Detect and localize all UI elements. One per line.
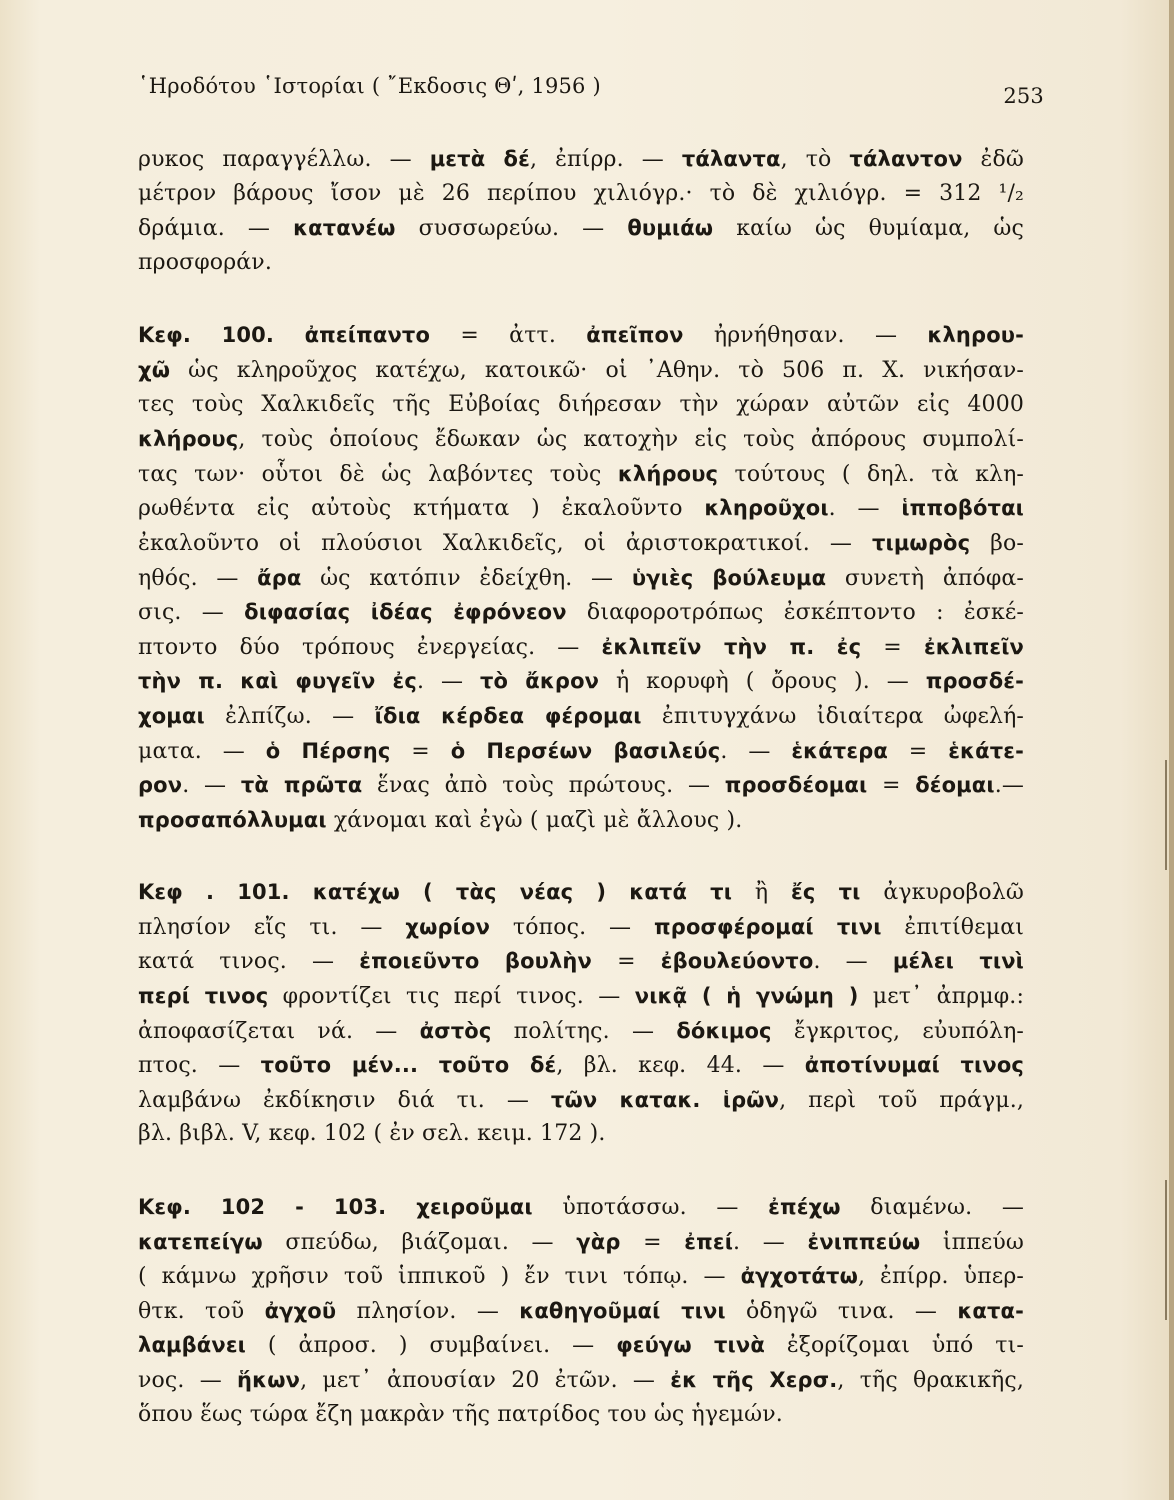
headword: ἐπέχω <box>768 1195 841 1220</box>
headword: ἴδια κέρδεα φέρομαι <box>374 703 642 728</box>
text-line <box>138 979 1024 1014</box>
gloss-text: βλ. βιβλ. V, κεφ. 102 ( ἐν σελ. κειμ. 172 ). <box>138 1121 606 1147</box>
headword: μετὰ δέ <box>429 147 530 171</box>
headword: κλήρους <box>138 427 239 452</box>
headword: ἀπεῖπον <box>586 323 684 348</box>
headword: κληρου- <box>927 323 1024 348</box>
gloss-text: , βλ. κεφ. 44. — <box>556 1053 805 1079</box>
headword: ἐκ τῆς Χερσ. <box>670 1368 838 1392</box>
text-line <box>138 142 1024 177</box>
gloss-text: ἐπιτυγχάνω ἰδιαίτερα ὠφελή- <box>641 703 1025 729</box>
gloss-text: ὑποτάσσω. — <box>532 1195 769 1221</box>
headword: χειροῦμαι <box>416 1195 533 1220</box>
headword: τῶν κατακ. ἱρῶν <box>550 1087 780 1112</box>
text-line <box>138 1083 1024 1118</box>
gloss-text: .— <box>994 773 1024 799</box>
gloss-text: πολίτης. — <box>491 1018 677 1044</box>
gloss-text: ὅπου ἕως τώρα ἔζη μακρὰν τῆς πατρίδος του ὡς ἡγεμών. <box>138 1401 783 1427</box>
headword: ἐβουλεύοντο <box>660 949 814 974</box>
text-line <box>138 664 1024 699</box>
page-edge-mark <box>1165 760 1167 870</box>
running-head: ῾Ηροδότου ῾Ιστορίαι ( ῎Εκδοσις Θʹ, 1956 ) <box>138 74 601 98</box>
headword: γὰρ <box>576 1229 621 1254</box>
gloss-text: ὡς κληροῦχος κατέχω, κατοικῶ· οἱ ᾿Αθην. τὸ 506 π. Χ. νικήσαν- <box>170 357 1024 383</box>
text-line <box>138 353 1024 388</box>
gloss-text: , ἐπίρρ. ὑπερ- <box>857 1264 1024 1290</box>
headword: προσαπόλλυμαι <box>138 807 327 832</box>
gloss-text: θτκ. τοῦ <box>138 1298 265 1324</box>
page-body <box>138 106 1024 1432</box>
headword: κατεπείγω <box>138 1229 263 1254</box>
gloss-text: τες τοὺς Χαλκιδεῖς τῆς Εὐβοίας διήρεσαν τὴν χώραν αὐτῶν εἰς 4000 <box>138 391 1024 417</box>
gloss-text: ἐδῶ <box>962 147 1024 172</box>
gloss-text: διαφοροτρόπως ἐσκέπτοντο : ἐσκέ- <box>566 600 1024 626</box>
gloss-text: ὡς κατόπιν ἐδείχθη. — <box>301 565 632 591</box>
text-line <box>138 1014 1024 1049</box>
headword: ὁ Πέρσης <box>265 738 391 763</box>
gloss-text: ἱππεύω <box>920 1229 1024 1255</box>
text-line <box>138 630 1024 665</box>
text-line <box>138 1259 1024 1294</box>
gloss-text: πλησίον. — <box>336 1298 520 1324</box>
headword: τὸ ἄκρον <box>479 669 600 694</box>
headword: δόκιμος <box>676 1018 772 1043</box>
gloss-text: κατά τινος. — <box>138 949 360 975</box>
gloss-text: . — <box>733 1229 808 1255</box>
headword: τὴν π. καὶ φυγεῖν ἐς <box>138 669 417 694</box>
gloss-text: σις. — <box>138 600 245 626</box>
gloss-text: φροντίζει τις περί τινος. — <box>268 984 635 1010</box>
headword: προσδέομαι <box>724 773 868 798</box>
gloss-text: , τῆς θρακικῆς, <box>837 1368 1024 1393</box>
page-header <box>138 66 1044 108</box>
headword: κατα- <box>957 1298 1024 1323</box>
gloss-text: μέτρον βάρους ἴσον μὲ 26 περίπου χιλιόγρ.· τὸ δὲ χιλιόγρ. = 312 ¹/₂ <box>138 180 1024 206</box>
headword: ἐπεί <box>684 1229 734 1254</box>
gloss-text: ὁδηγῶ τινα. — <box>725 1298 958 1324</box>
headword: καθηγοῦμαί τινι <box>519 1298 726 1323</box>
gloss-text: ἐπιτίθεμαι <box>881 914 1024 940</box>
text-line <box>138 768 1024 803</box>
text-line <box>138 457 1024 492</box>
headword: χομαι <box>138 703 205 728</box>
gloss-text: ( κάμνω χρῆσιν τοῦ ἱππικοῦ ) ἔν τινι τόπῳ. — <box>138 1264 741 1290</box>
headword: νικᾷ ( ἡ γνώμη ) <box>634 984 859 1009</box>
gloss-text: ματα. — <box>138 738 266 764</box>
gloss-text: . — <box>182 773 241 799</box>
headword: Κεφ. 102 - 103. <box>138 1195 417 1220</box>
gloss-text: νος. — <box>138 1368 238 1393</box>
headword: κλήρους <box>617 461 719 486</box>
headword: ἀστὸς <box>419 1018 492 1043</box>
gloss-text: = <box>390 738 451 764</box>
headword: χῶ <box>138 357 171 382</box>
gloss-text: ρωθέντα εἰς αὐτοὺς κτήματα ) ἐκαλοῦντο <box>138 496 705 522</box>
headword: Κεφ . 101. <box>138 880 313 905</box>
headword: ἀπείπαντο <box>304 323 431 348</box>
text-line <box>138 1190 1024 1225</box>
headword: τοῦτο μέν... τοῦτο δέ <box>260 1053 557 1078</box>
headword: ἀγχοῦ <box>264 1298 337 1323</box>
headword: ἑκάτερα <box>791 738 888 763</box>
headword: τὰ πρῶτα <box>240 773 363 798</box>
gloss-text: , περὶ τοῦ πράγμ., <box>779 1087 1024 1113</box>
headword: ἀγχοτάτω <box>740 1264 858 1289</box>
headword: τάλαντον <box>849 147 963 171</box>
gloss-text: ἠρνήθησαν. — <box>683 323 928 349</box>
headword: διφασίας ἰδέας ἐφρόνεον <box>244 600 567 625</box>
text-line <box>138 595 1024 630</box>
gloss-text: λαμβάνω ἐκδίκησιν διά τι. — <box>138 1087 551 1113</box>
gloss-text: ἕνας ἀπὸ τοὺς πρώτους. — <box>362 773 725 799</box>
headword: ἑκάτε- <box>948 738 1024 763</box>
gloss-text: . — <box>813 949 893 975</box>
text-line <box>138 944 1024 979</box>
gloss-text: , τοὺς ὁποίους ἔδωκαν ὡς κατοχὴν εἰς τοὺς ἀπόρους συμπολί- <box>238 427 1024 453</box>
headword: ρον <box>138 773 183 798</box>
text-line <box>138 1328 1024 1363</box>
gloss-text: = <box>861 634 924 660</box>
text-line <box>138 875 1024 910</box>
text-line <box>138 1363 1024 1398</box>
headword: ἱπποβόται <box>901 496 1024 521</box>
headword: χωρίον <box>405 914 491 939</box>
gloss-text: μετ᾽ ἀπρμφ.: <box>858 984 1025 1010</box>
gloss-text: δράμια. — <box>138 216 294 242</box>
text-line <box>138 1398 1024 1433</box>
gloss-text: πτος. — <box>138 1053 261 1079</box>
headword: ὁ Περσέων βασιλεύς <box>450 738 721 763</box>
headword: περί τινος <box>138 984 269 1009</box>
paragraph <box>138 875 1024 1152</box>
gloss-text: ἐλπίζω. — <box>204 703 375 729</box>
text-line <box>138 803 1024 838</box>
text-line <box>138 1225 1024 1260</box>
gloss-text: ἢ <box>732 880 792 906</box>
gloss-text: τόπος. — <box>490 914 655 940</box>
gloss-text: = <box>867 773 916 799</box>
gloss-text: πτοντο δύο τρόπους ἐνεργείας. — <box>138 634 602 660</box>
gloss-text: ἐκαλοῦντο οἱ πλούσιοι Χαλκιδεῖς, οἱ ἀριστοκρατικοί. — <box>138 530 872 556</box>
gloss-text: διαμένω. — <box>840 1195 1024 1221</box>
headword: ὑγιὲς βούλευμα <box>631 565 827 590</box>
text-line <box>138 318 1024 353</box>
headword: τάλαντα <box>681 147 781 171</box>
text-line <box>138 734 1024 769</box>
gloss-text: σπεύδω, βιάζομαι. — <box>262 1229 577 1255</box>
text-line <box>138 910 1024 945</box>
headword: ἐκλιπεῖν τὴν π. ἐς <box>601 634 862 659</box>
headword: φεύγω τινὰ <box>616 1333 765 1358</box>
gloss-text: = <box>592 949 661 975</box>
headword: θυμιάω <box>627 216 714 241</box>
gloss-text: ηθός. — <box>138 565 258 591</box>
text-line <box>138 491 1024 526</box>
gloss-text: χάνομαι καὶ ἐγὼ ( μαζὶ μὲ ἄλλους ). <box>326 807 743 833</box>
paragraph <box>138 142 1024 280</box>
headword: μέλει τινὶ <box>892 949 1025 974</box>
text-line <box>138 1294 1024 1329</box>
headword: τιμωρὸς <box>871 530 971 555</box>
gloss-text: βο- <box>970 530 1024 556</box>
gloss-text: . — <box>417 669 480 695</box>
text-line <box>138 699 1024 734</box>
headword: κατέχω ( τὰς νέας ) κατά τι <box>312 880 733 905</box>
gloss-text: συσσωρεύω. — <box>395 216 628 242</box>
gloss-text: ἀποφασίζεται νά. — <box>138 1018 420 1044</box>
gloss-text: ἔγκριτος, εὐυπόλη- <box>771 1018 1024 1044</box>
gloss-text: τούτους ( δηλ. τὰ κλη- <box>718 461 1024 487</box>
headword: προσφέρομαί τινι <box>654 914 882 939</box>
gloss-text: ἡ κορυφὴ ( ὄρους ). — <box>599 669 926 695</box>
headword: ἐκλιπεῖν <box>923 634 1025 659</box>
gloss-text: , ἐπίρρ. — <box>529 147 682 172</box>
headword: κληροῦχοι <box>704 496 829 521</box>
text-line <box>138 177 1024 212</box>
page-number: 253 <box>1003 84 1044 108</box>
gloss-text: ρυκος παραγγέλλω. — <box>138 147 430 172</box>
gloss-text: . — <box>720 738 792 764</box>
text-line <box>138 388 1024 423</box>
paragraph <box>138 318 1024 837</box>
gloss-text: ἐξορίζομαι ὑπό τι- <box>764 1333 1024 1359</box>
gloss-text: = <box>887 738 949 764</box>
text-line <box>138 1048 1024 1083</box>
gloss-text: καίω ὡς θυμίαμα, ὡς <box>713 216 1024 242</box>
page-edge <box>1169 0 1174 1500</box>
text-line <box>138 211 1024 246</box>
headword: ἐνιππεύω <box>807 1229 921 1254</box>
gloss-text: τας των· οὗτοι δὲ ὡς λαβόντες τοὺς <box>138 461 618 487</box>
gloss-text: προσφοράν. <box>138 249 272 275</box>
gloss-text: = ἀττ. <box>430 323 587 349</box>
headword: ἄρα <box>257 565 302 590</box>
headword: προσδέ- <box>925 669 1024 694</box>
gloss-text: , τὸ <box>780 147 850 172</box>
gloss-text: ἀγκυροβολῶ <box>860 880 1024 906</box>
paragraph <box>138 1190 1024 1432</box>
text-line <box>138 526 1024 561</box>
text-line <box>138 422 1024 457</box>
gloss-text: = <box>620 1229 685 1255</box>
headword: λαμβάνει <box>138 1333 247 1358</box>
headword: ἀποτίνυμαί τινος <box>804 1053 1024 1078</box>
gloss-text: , μετ᾽ ἀπουσίαν 20 ἐτῶν. — <box>300 1368 671 1393</box>
headword: Κεφ. 100. <box>138 323 305 348</box>
text-line <box>138 1117 1024 1152</box>
headword: κατανέω <box>293 216 396 241</box>
headword: ἥκων <box>237 1368 301 1392</box>
gloss-text: . — <box>828 496 902 522</box>
text-line <box>138 561 1024 596</box>
gloss-text: συνετὴ ἀπόφα- <box>826 565 1025 591</box>
page-edge-mark <box>1165 1180 1167 1320</box>
headword: ἔς τι <box>791 880 861 905</box>
headword: δέομαι <box>915 773 995 798</box>
text-line <box>138 246 1024 281</box>
gloss-text: ( ἀπροσ. ) συμβαίνει. — <box>246 1333 617 1359</box>
headword: ἐποιεῦντο βουλὴν <box>359 949 592 974</box>
gloss-text: πλησίον εἴς τι. — <box>138 914 406 940</box>
